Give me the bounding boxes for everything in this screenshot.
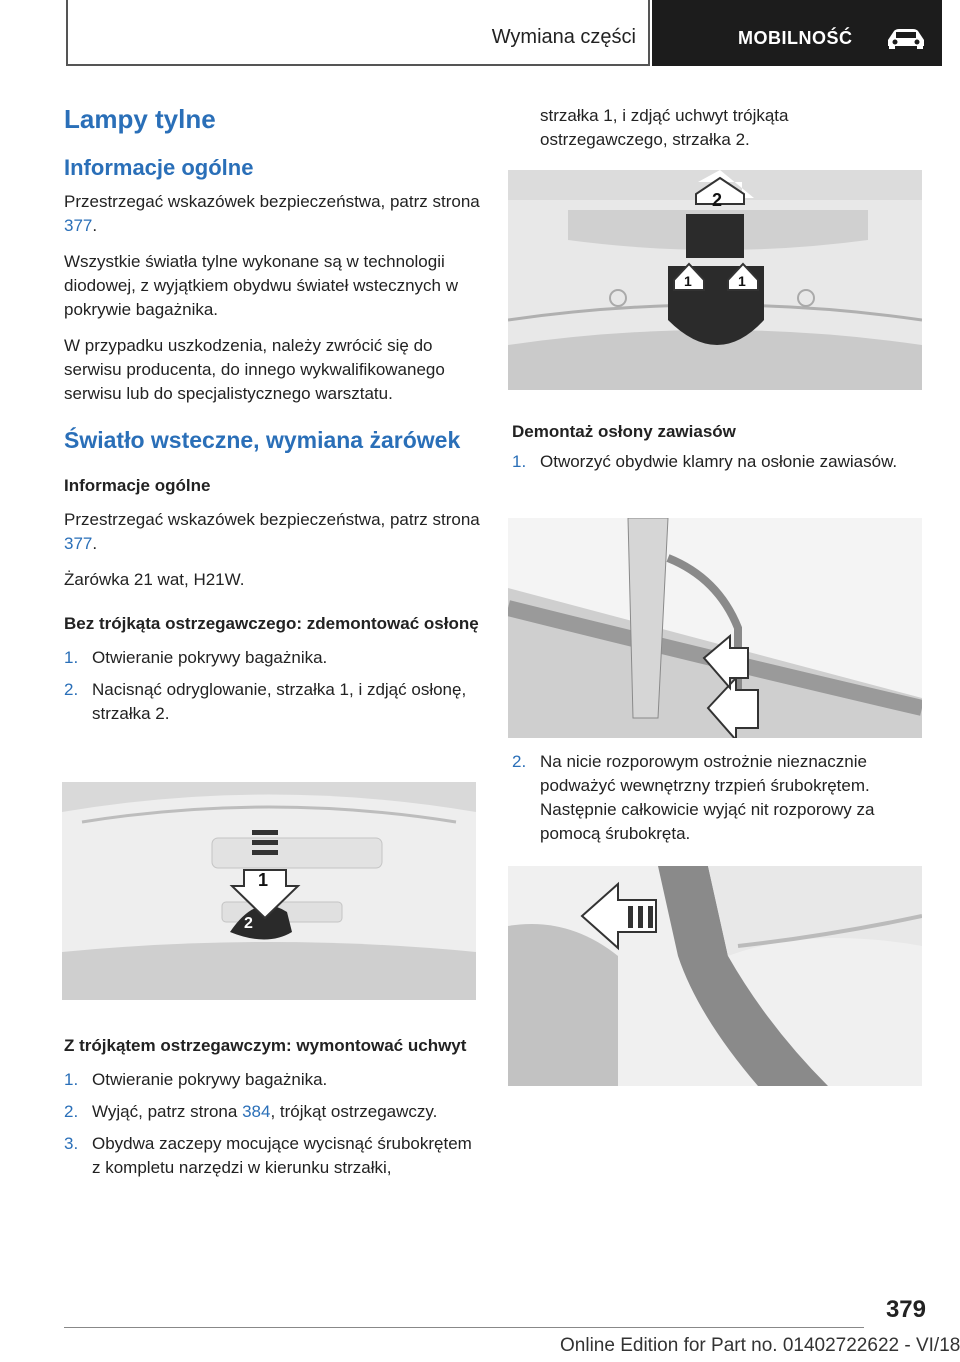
subheading-without-triangle: Bez trójkąta ostrzegawczego: zdemontować osłonę — [64, 614, 479, 633]
figure-arrow-label-2b: 2 — [712, 190, 723, 210]
hinge-cover-illustration — [508, 518, 922, 738]
figure-triangle-holder — [508, 170, 922, 390]
footer-divider — [64, 1327, 864, 1328]
rivet-illustration — [508, 866, 922, 1086]
header-section-title: Wymiana części — [491, 26, 636, 48]
page-link-377-b[interactable]: 377 — [64, 534, 93, 553]
right-column-hinge — [512, 420, 922, 482]
paragraph-led: Wszystkie światła tylne wykonane są w technologii diodowej, z wyjątkiem obydwu świateł wstecznych w pokrywie bagażnika. — [64, 252, 458, 319]
list-item: 2. Wyjąć, patrz strona 384, trójkąt ostrzegawczy. — [64, 1102, 438, 1121]
header-chapter-tab[interactable] — [652, 0, 942, 66]
left-column-lower — [64, 1034, 480, 1188]
section-heading-reverse-light: Światło wsteczne, wymiana żarówek — [64, 427, 461, 453]
paragraph-bulb: Żarówka 21 wat, H21W. — [64, 570, 245, 589]
page-number: 379 — [885, 1296, 926, 1323]
steps-hinge-2 — [512, 750, 922, 846]
header-section — [66, 0, 650, 66]
list-item: 1. Otworzyć obydwie klamry na osłonie zawiasów. — [512, 452, 898, 471]
list-item: 2. Nacisnąć odryglowanie, strzałka 1, i zdjąć osłonę, strzałka 2. — [64, 680, 467, 723]
figure-arrow-label-2: 2 — [244, 915, 253, 932]
page-link-377[interactable]: 377 — [64, 216, 93, 235]
steps-without-triangle — [64, 646, 480, 726]
left-column — [64, 104, 480, 734]
list-item: 3. Obydwa zaczepy mocujące wycisnąć śrubokrętem z kompletu narzędzi w kierunku strzałki, — [64, 1134, 472, 1177]
figure-trunk-lid — [62, 782, 476, 1000]
list-item: 1. Otwieranie pokrywy bagażnika. — [64, 1070, 328, 1089]
paragraph-safety-2: Przestrzegać wskazówek bezpieczeństwa, patrz strona 377. — [64, 510, 480, 553]
list-item: 1. Otwieranie pokrywy bagażnika. — [64, 648, 328, 667]
paragraph-safety-1: Przestrzegać wskazówek bezpieczeństwa, patrz strona 377. — [64, 192, 480, 235]
figure-arrow-label-1c: 1 — [738, 273, 746, 289]
header-chapter-title: MOBILNOŚĆ — [738, 28, 853, 48]
section-heading-general: Informacje ogólne — [64, 155, 254, 180]
subheading-hinge-cover: Demontaż osłony zawiasów — [512, 422, 736, 441]
steps-with-triangle — [64, 1068, 480, 1180]
car-icon — [884, 26, 928, 50]
figure-hinge-cover — [508, 518, 922, 738]
subheading-with-triangle: Z trójkątem ostrzegawczym: wymontować uchwyt — [64, 1036, 467, 1055]
figure-arrow-label-1: 1 — [258, 870, 269, 890]
trunk-lid-illustration — [62, 782, 476, 1000]
steps-hinge-1 — [512, 450, 922, 474]
figure-rivet — [508, 866, 922, 1086]
right-column-rivet — [512, 750, 922, 854]
list-item: 2. Na nicie rozporowym ostrożnie nieznacznie podważyć wewnętrzny trzpień śrubokrętem. Następnie całkowicie wyjąć nit rozporowy za pomocą śrubokręta. — [512, 752, 875, 843]
subheading-general: Informacje ogólne — [64, 476, 211, 495]
paragraph-continuation: strzałka 1, i zdjąć uchwyt trójkąta ostrzegawczego, strzałka 2. — [540, 106, 789, 149]
figure-arrow-label-1b: 1 — [684, 273, 692, 289]
paragraph-damage: W przypadku uszkodzenia, należy zwrócić się do serwisu producenta, do innego wykwalifikowanego serwisu lub do specjalistycznego warsztatu. — [64, 336, 445, 403]
page-title: Lampy tylne — [64, 104, 216, 134]
right-column-top — [540, 104, 920, 164]
page-link-384[interactable]: 384 — [242, 1102, 271, 1121]
footer-edition: Online Edition for Part no. 01402722622 - VI/18 — [560, 1335, 960, 1356]
triangle-holder-illustration — [508, 170, 922, 390]
